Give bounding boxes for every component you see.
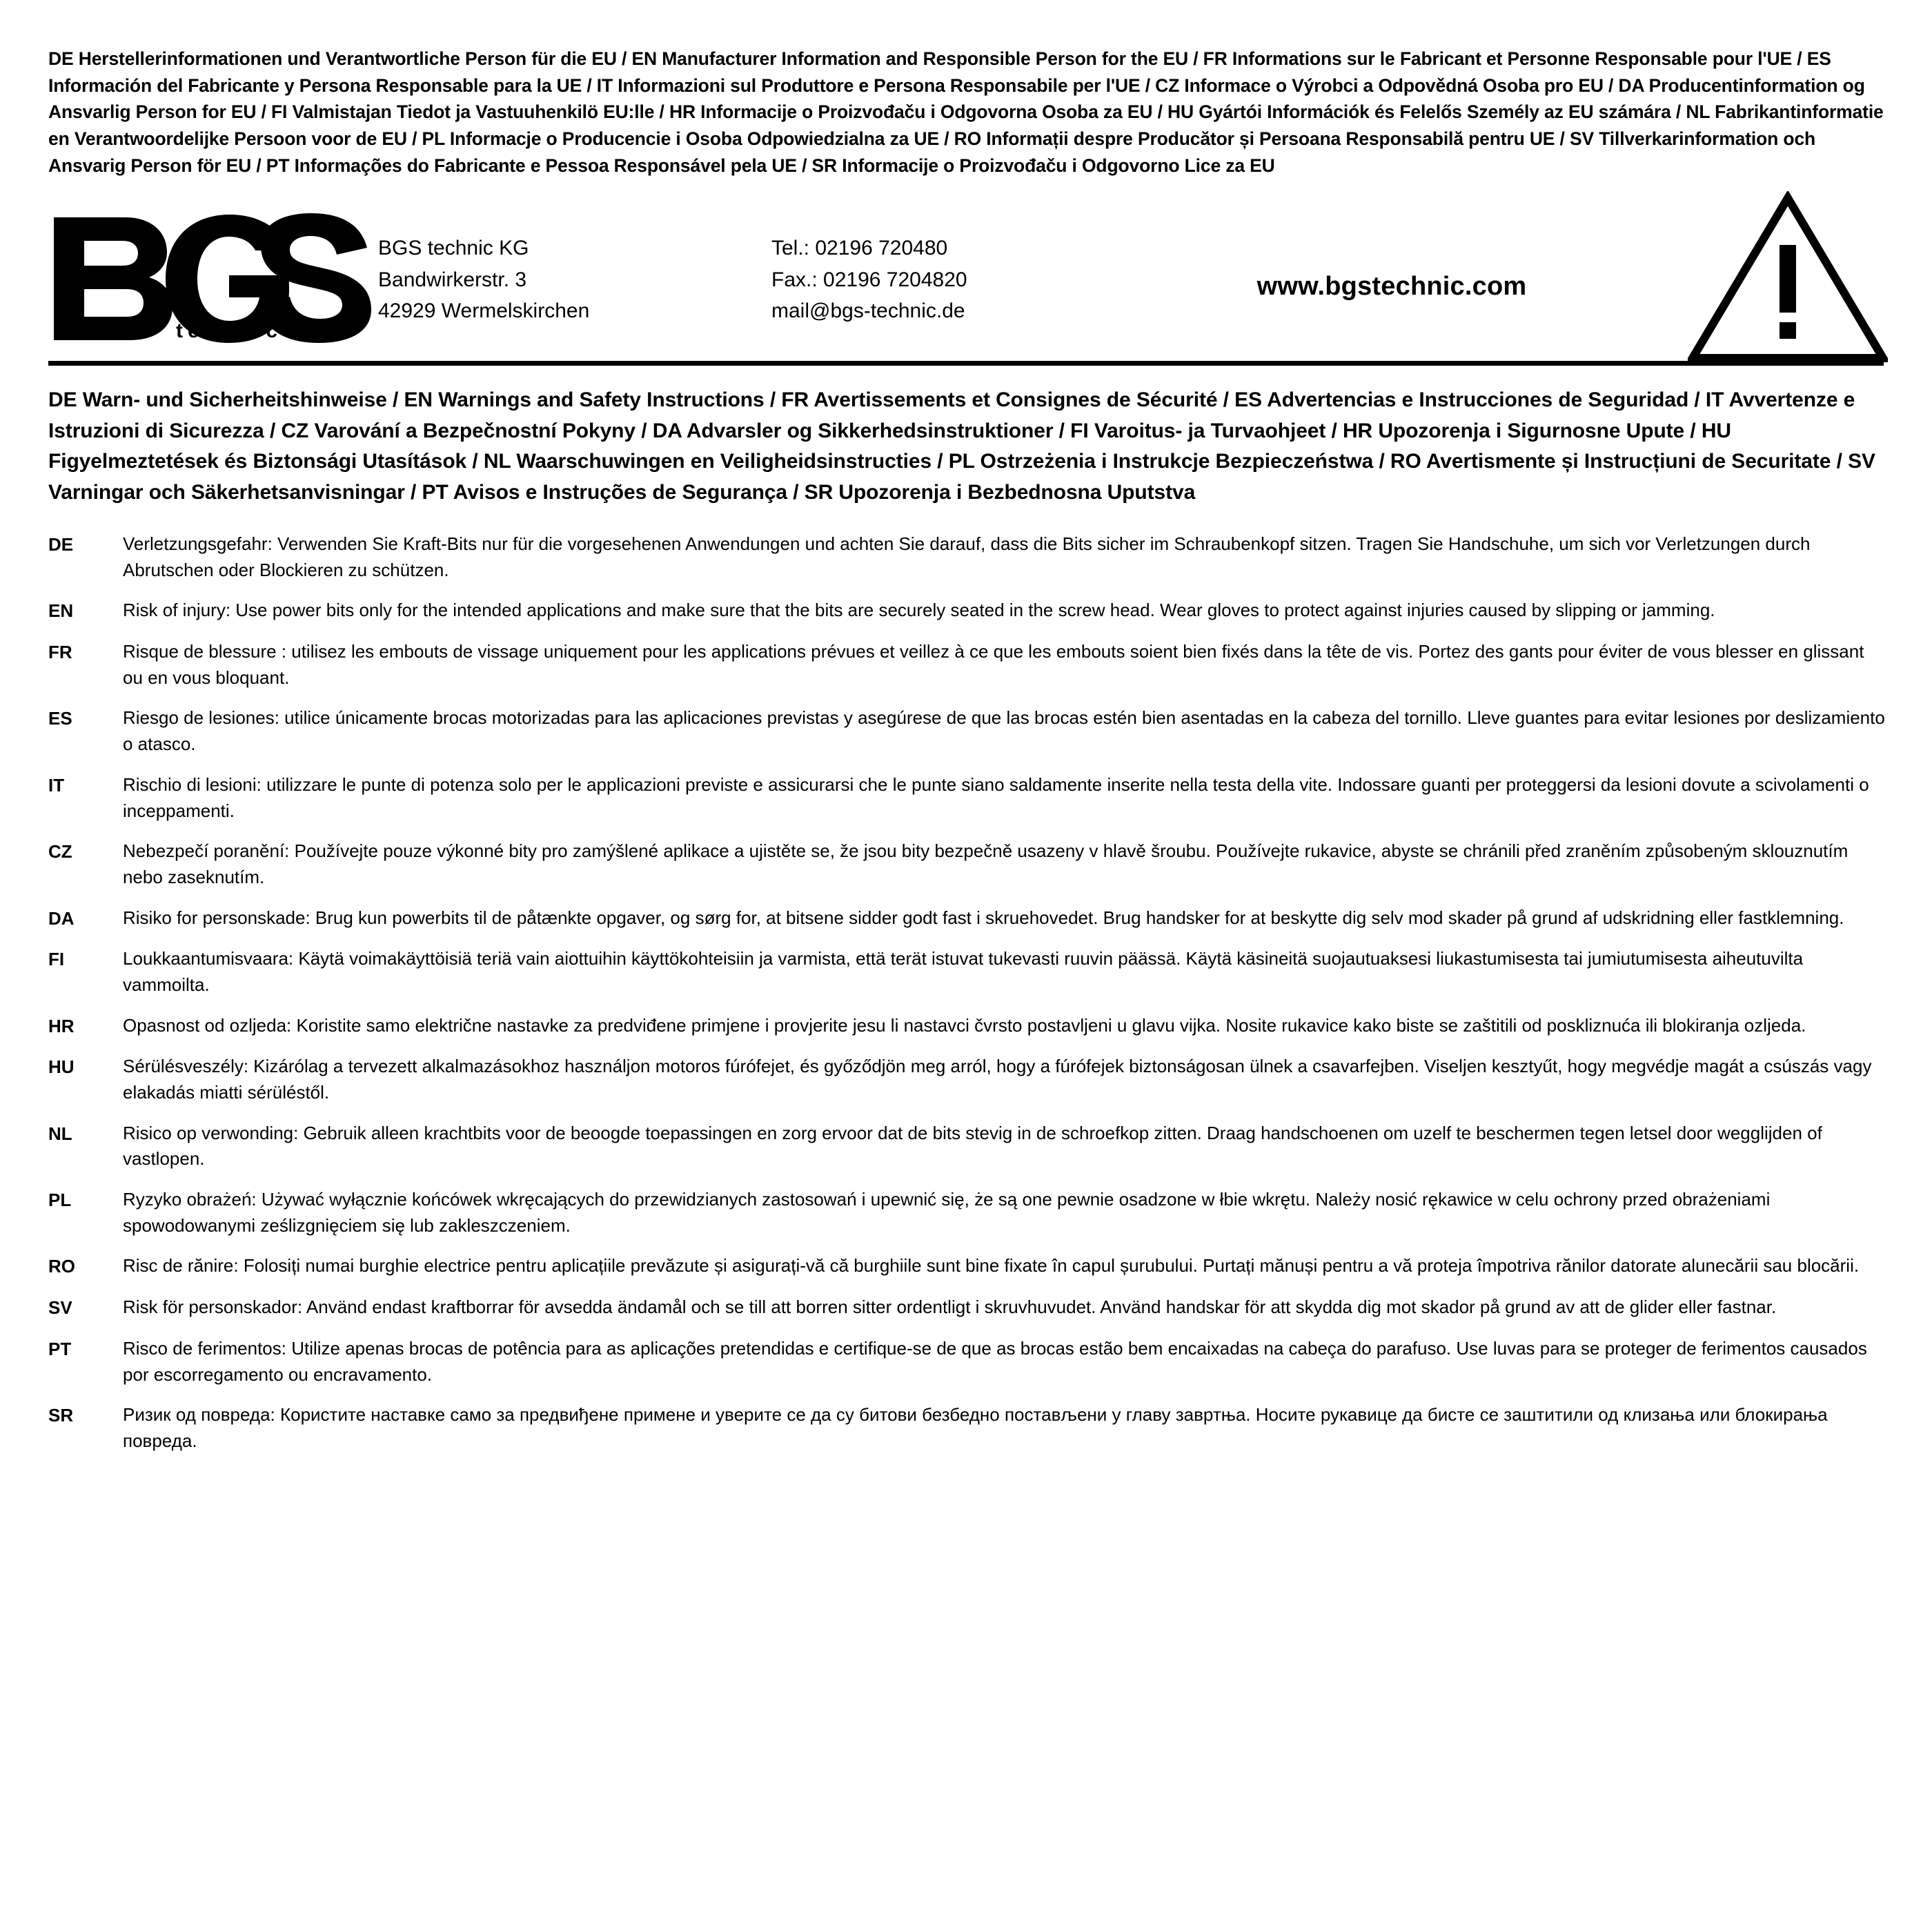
language-code: NL <box>48 1123 72 1144</box>
safety-text: Verletzungsgefahr: Verwenden Sie Kraft-Bits nur für die vorgesehenen Anwendungen und achten Sie darauf, dass die Bits sicher im Schraubenkopf sitzen. Tragen Sie Handschuhe, um sich vor Verletzungen durch Abrutschen oder Blockieren zu schützen. <box>123 533 1811 580</box>
language-code: PT <box>48 1338 72 1359</box>
manufacturer-info-heading: DE Herstellerinformationen und Verantwortliche Person für die EU / EN Manufacturer Information and Responsible Person for the EU / FR Informations sur le Fabricant et Personne Responsable pour l'UE / ES Información del Fabricante y Persona Responsable para la UE / IT Informazioni sul Produttore e Persona Responsabile per l'UE / CZ Informace o Výrobci a Odpovědná Osoba pro EU / DA Producentinformation og Ansvarlig Person for EU / FI Valmistajan Tiedot ja Vastuuhenkilö EU:lle / HR Informacije o Proizvođaču i Odgovorna Osoba za EU / HU Gyártói Információk és Felelős Személy az EU számára / NL Fabrikantinformatie en Verantwoordelijke Persoon voor de EU / PL Informacje o Producencie i Osoba Odpowiedzialna za UE / RO Informații despre Producător și Persoana Responsabilă pentru UE / SV Tillverkarinformation och Ansvarig Person för EU / PT Informações do Fabricante e Pessoa Responsável pela UE / SR Informacije o Proizvođaču i Odgovorno Lice za EU <box>48 48 1884 176</box>
safety-instructions-list <box>48 531 1888 1455</box>
svg-text:®: ® <box>297 212 313 235</box>
language-code: SV <box>48 1297 72 1319</box>
list-item <box>48 1402 1888 1454</box>
list-item <box>48 838 1888 890</box>
language-code: CZ <box>48 841 72 862</box>
safety-text: Nebezpečí poranění: Používejte pouze výkonné bity pro zamýšlené aplikace a ujistěte se, že jsou bity bezpečně usazeny v hlavě šroubu. Používejte rukavice, abyste se chránili před zraněním způsobeným sklouznutím nebo zaseknutím. <box>123 840 1849 887</box>
safety-text: Sérülésveszély: Kizárólag a tervezett alkalmazásokhoz használjon motoros fúrófejet, és győződjön meg arról, hogy a fúrófejek biztonságosan ülnek a csavarfejben. Viseljen kesztyűt, hogy megvédje magát a csúszás vagy elakadás miatti sérüléstől. <box>123 1056 1872 1103</box>
company-name: BGS technic KG <box>378 237 529 260</box>
list-item <box>48 1013 1888 1040</box>
manufacturer-details-band <box>48 198 1888 357</box>
svg-text:technic: technic <box>176 319 283 343</box>
warnings-heading: DE Warn- und Sicherheitshinweise / EN Warnings and Safety Instructions / FR Avertissements et Consignes de Sécurité / ES Advertencias e Instrucciones de Seguridad / IT Avvertenze e Istruzioni di Sicurezza / CZ Varování a Bezpečnostní Pokyny / DA Advarsler og Sikkerhedsinstruktioner / FI Varoitus- ja Turvaohjeet / HR Upozorenja i Sigurnosne Upute / HU Figyelmeztetések és Biztonsági Utasítások / NL Waarschuwingen en Veiligheidsinstructies / PL Ostrzeżenia i Instrukcje Bezpieczeństwa / RO Avertismente și Instrucțiuni de Securitate / SV Varningar och Säkerhetsanvisningar / PT Avisos e Instruções de Segurança / SR Upozorenja i Bezbednosna Uputstva <box>48 388 1875 504</box>
list-item <box>48 531 1888 583</box>
language-code: PL <box>48 1190 72 1211</box>
language-code: DE <box>48 534 74 555</box>
language-code: DA <box>48 907 75 929</box>
company-contact <box>771 228 1130 327</box>
safety-text: Risco de ferimentos: Utilize apenas brocas de potência para as aplicações pretendidas e certifique-se de que as brocas estão bem encaixadas na cabeça do parafuso. Use luvas para se proteger de ferimentos causados por escorregamento ou encravamento. <box>123 1337 1867 1385</box>
list-item <box>48 772 1888 824</box>
safety-text: Risico op verwonding: Gebruik alleen krachtbits voor de beoogde toepassingen en zorg ervoor dat de bits stevig in de schroefkop zitten. Draag handschoenen om uzelf te beschermen tegen letsel door wegglijden of vastlopen. <box>123 1122 1822 1170</box>
safety-text: Ryzyko obrażeń: Używać wyłącznie końcówek wkręcających do przewidzianych zastosowań i upewnić się, że są one pewnie osadzone w łbie wkrętu. Należy nosić rękawice w celu ochrony przed obrażeniami spowodowanymi ześlizgnięciem się lub zakleszczeniem. <box>123 1189 1771 1236</box>
list-item <box>48 905 1888 932</box>
list-item <box>48 1187 1888 1239</box>
list-item <box>48 1253 1888 1280</box>
language-code: IT <box>48 774 65 796</box>
list-item <box>48 598 1888 624</box>
list-item <box>48 1121 1888 1172</box>
safety-text: Opasnost od ozljeda: Koristite samo električne nastavke za predviđene primjene i provjerite jesu li nastavci čvrsto postavljeni u glavu vijka. Nosite rukavice kako biste se zaštitili od poskliznuća ili blokiranja ozljeda. <box>123 1014 1806 1036</box>
safety-text: Risk of injury: Use power bits only for the intended applications and make sure that the bits are securely seated in the screw head. Wear gloves to protect against injuries caused by slipping or jamming. <box>123 600 1715 621</box>
safety-text: Risk för personskador: Använd endast kraftborrar för avsedda ändamål och se till att borren sitter ordentligt i skruvhuvudet. Använd handskar för att skydda dig mot skador på grund av att de glider eller fastnar. <box>123 1297 1777 1318</box>
list-item <box>48 639 1888 691</box>
safety-text: Loukkaantumisvaara: Käytä voimakäyttöisiä teriä vain aiottuihin käyttökohteisiin ja varmista, että terät istuvat tukevasti ruuvin päässä. Käytä käsineitä suojautuaksesi liukastumisesta tai jumiutumisesta aiheutuvilta vammoilta. <box>123 948 1804 995</box>
language-code: HR <box>48 1015 75 1036</box>
safety-text: Risc de rănire: Folosiți numai burghie electrice pentru aplicațiile prevăzute și asigurați-vă că burghiile sunt bine fixate în capul șurubului. Purtați mănuși pentru a vă proteja împotriva rănilor datorate alunecării sau blocării. <box>123 1255 1860 1276</box>
safety-text: Ризик од повреда: Користите наставке само за предвиђене примене и уверите се да су битови безбедно постављени у главу завртња. Носите рукавице да бисте се заштитили од клизања или блокирања повреда. <box>123 1404 1828 1451</box>
company-fax: Fax.: 02196 7204820 <box>771 268 967 291</box>
company-city: 42929 Wermelskirchen <box>378 299 590 323</box>
language-code: HU <box>48 1056 75 1078</box>
bgs-logo-mark <box>48 205 373 343</box>
company-phone: Tel.: 02196 720480 <box>771 237 948 260</box>
language-code: RO <box>48 1256 75 1277</box>
safety-text: Riesgo de lesiones: utilice únicamente brocas motorizadas para las aplicaciones previstas y asegúrese de que las brocas estén bien asentadas en la cabeza del tornillo. Lleve guantes para evitar lesiones por deslizamiento o atasco. <box>123 707 1885 755</box>
language-code: EN <box>48 600 74 622</box>
safety-text: Risiko for personskade: Brug kun powerbits til de påtænkte opgaver, og sørg for, at bitsene sidder godt fast i skruehovedet. Brug handsker for at beskytte dig selv mod skader på grund af udskridning eller fastklemning. <box>123 907 1844 928</box>
safety-text: Rischio di lesioni: utilizzare le punte di potenza solo per le applicazioni previste e assicurarsi che le punte siano saldamente inserite nella testa della vite. Indossare guanti per proteggersi da lesioni dovute a scivolamenti o inceppamenti. <box>123 773 1869 821</box>
company-address <box>378 228 771 327</box>
header-divider <box>48 361 1884 366</box>
language-code: SR <box>48 1405 74 1426</box>
safety-text: Risque de blessure : utilisez les embouts de vissage uniquement pour les applications prévues et veillez à ce que les embouts soient bien fixés dans la tête de vis. Portez des gants pour éviter de vous blesser en glissant ou en vous bloquant. <box>123 641 1864 688</box>
language-code: FI <box>48 949 65 970</box>
list-item <box>48 1336 1888 1388</box>
warning-triangle-glyph <box>1688 191 1888 364</box>
company-website[interactable]: www.bgstechnic.com <box>1256 271 1527 301</box>
list-item <box>48 1054 1888 1105</box>
list-item <box>48 1294 1888 1321</box>
list-item <box>48 946 1888 998</box>
company-street: Bandwirkerstr. 3 <box>378 268 527 291</box>
list-item <box>48 705 1888 757</box>
bgs-logo <box>48 205 373 350</box>
warning-triangle-icon <box>1681 191 1888 364</box>
language-code: FR <box>48 642 72 663</box>
company-email[interactable]: mail@bgs-technic.de <box>771 299 965 323</box>
language-code: ES <box>48 708 72 729</box>
